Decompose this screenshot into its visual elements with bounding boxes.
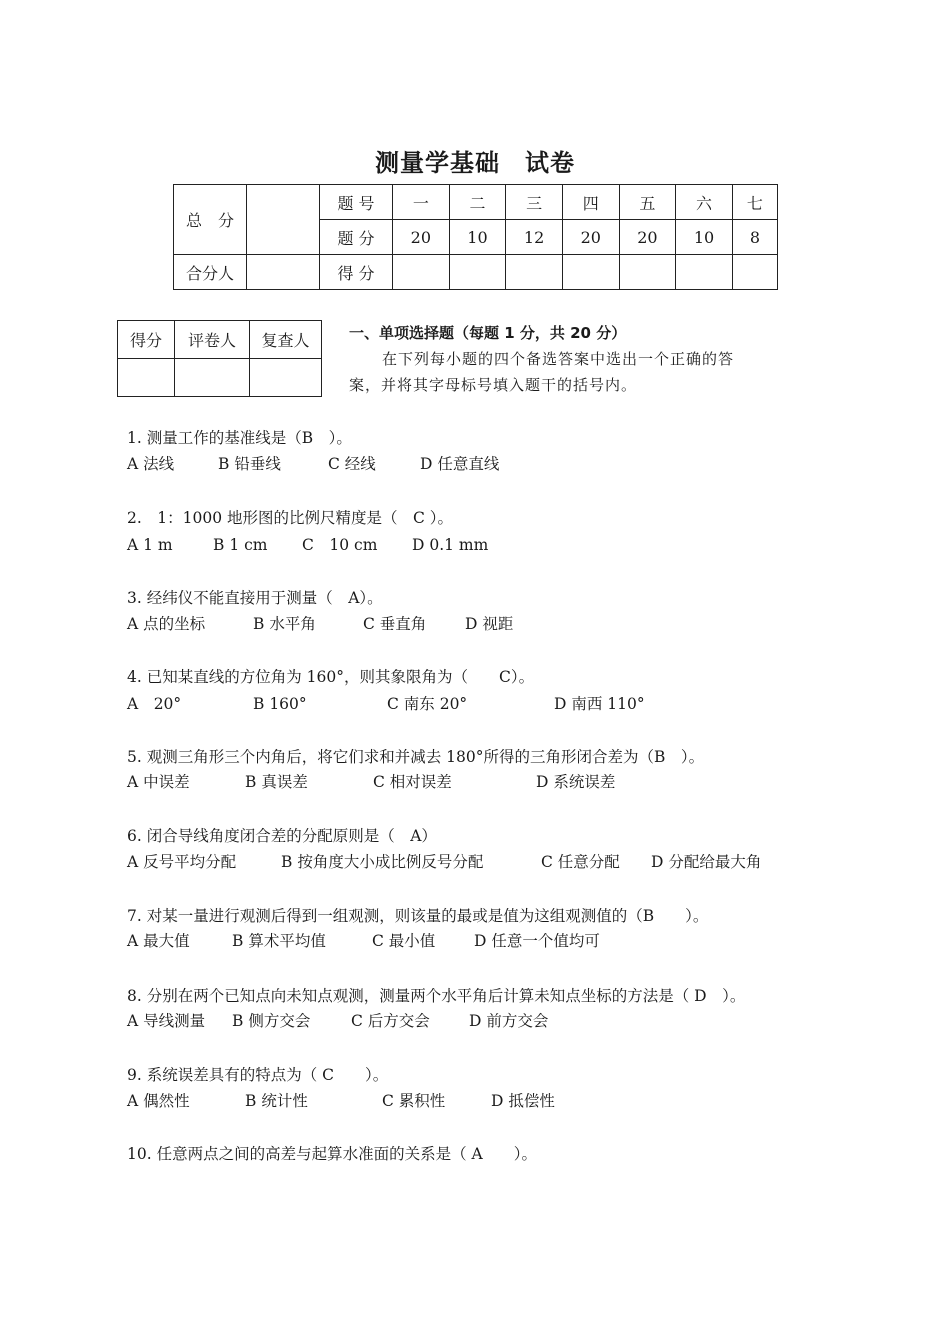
exam-title: 测量学基础 试卷 <box>375 149 575 177</box>
question-number: 七 <box>732 185 777 220</box>
obtained-score-cell[interactable] <box>619 255 676 290</box>
option-c[interactable]: C 相对误差 <box>373 773 452 791</box>
question-1-stem: 1. 测量工作的基准线是（B ）。 <box>127 429 352 447</box>
option-d[interactable]: D 0.1 mm <box>412 536 489 554</box>
question-points: 20 <box>619 220 676 255</box>
option-d[interactable]: D 任意直线 <box>420 455 500 473</box>
grader-header-score: 得分 <box>118 321 175 359</box>
question-7-stem: 7. 对某一量进行观测后得到一组观测，则该量的最或是值为这组观测值的（B ）。 <box>127 907 709 925</box>
option-d[interactable]: D 分配给最大角 <box>651 853 762 871</box>
question-number: 五 <box>619 185 676 220</box>
question-points: 10 <box>449 220 506 255</box>
option-a[interactable]: A 中误差 <box>127 773 190 791</box>
option-b[interactable]: B 侧方交会 <box>232 1012 311 1030</box>
obtained-score-cell[interactable] <box>506 255 563 290</box>
question-5-stem: 5. 观测三角形三个内角后，将它们求和并减去 180°所得的三角形闭合差为（B ）。 <box>127 748 705 766</box>
option-a[interactable]: A 法线 <box>127 455 175 473</box>
option-d[interactable]: D 前方交会 <box>469 1012 549 1030</box>
question-9-stem: 9. 系统误差具有的特点为（ C ）。 <box>127 1066 389 1084</box>
question-8-stem: 8. 分别在两个已知点向未知点观测，测量两个水平角后计算未知点坐标的方法是（ D ）。 <box>127 987 746 1005</box>
option-c[interactable]: C 最小值 <box>372 932 436 950</box>
obtained-score-label: 得 分 <box>320 255 393 290</box>
option-b[interactable]: B 统计性 <box>245 1092 308 1110</box>
question-points: 12 <box>506 220 563 255</box>
section-instruction-line-2: 案，并将其字母标号填入题干的括号内。 <box>349 376 638 394</box>
question-10-stem: 10. 任意两点之间的高差与起算水准面的关系是（ A ）。 <box>127 1145 537 1163</box>
option-c[interactable]: C 10 cm <box>302 536 378 554</box>
option-a[interactable]: A 点的坐标 <box>127 615 206 633</box>
option-d[interactable]: D 南西 110° <box>554 695 645 713</box>
section-heading: 一、单项选择题（每题 1 分，共 20 分） <box>349 324 627 342</box>
question-2-stem: 2. 1：1000 地形图的比例尺精度是（ C ）。 <box>127 509 454 527</box>
question-3-stem: 3. 经纬仪不能直接用于测量（ A）。 <box>127 589 383 607</box>
total-score-cell[interactable] <box>247 185 320 255</box>
obtained-score-cell[interactable] <box>449 255 506 290</box>
option-b[interactable]: B 水平角 <box>253 615 316 633</box>
obtained-score-cell[interactable] <box>393 255 450 290</box>
option-b[interactable]: B 真误差 <box>245 773 308 791</box>
question-number: 三 <box>506 185 563 220</box>
option-c[interactable]: C 垂直角 <box>363 615 427 633</box>
grader-header-grader: 评卷人 <box>175 321 250 359</box>
option-c[interactable]: C 南东 20° <box>387 695 468 713</box>
option-d[interactable]: D 抵偿性 <box>491 1092 555 1110</box>
question-number: 二 <box>449 185 506 220</box>
question-number: 六 <box>676 185 733 220</box>
option-d[interactable]: D 系统误差 <box>536 773 616 791</box>
grader-name-cell[interactable] <box>175 359 250 397</box>
question-points: 20 <box>393 220 450 255</box>
option-b[interactable]: B 算术平均值 <box>232 932 326 950</box>
total-score-label: 总 分 <box>174 185 247 255</box>
question-number: 四 <box>562 185 619 220</box>
option-b[interactable]: B 160° <box>253 695 307 713</box>
question-6-stem: 6. 闭合导线角度闭合差的分配原则是（ A） <box>127 827 437 845</box>
option-b[interactable]: B 按角度大小成比例反号分配 <box>281 853 484 871</box>
obtained-score-cell[interactable] <box>732 255 777 290</box>
option-b[interactable]: B 1 cm <box>213 536 268 554</box>
question-points: 10 <box>676 220 733 255</box>
score-summary-table <box>173 184 778 290</box>
option-a[interactable]: A 20° <box>127 695 182 713</box>
score-combiner-label: 合分人 <box>174 255 247 290</box>
option-c[interactable]: C 任意分配 <box>541 853 620 871</box>
option-d[interactable]: D 任意一个值均可 <box>474 932 600 950</box>
question-4-stem: 4. 已知某直线的方位角为 160°，则其象限角为（ C）。 <box>127 668 535 686</box>
grader-table <box>117 320 322 397</box>
option-a[interactable]: A 偶然性 <box>127 1092 190 1110</box>
score-combiner-cell[interactable] <box>247 255 320 290</box>
option-d[interactable]: D 视距 <box>465 615 514 633</box>
question-points: 20 <box>562 220 619 255</box>
option-c[interactable]: C 累积性 <box>382 1092 446 1110</box>
obtained-score-cell[interactable] <box>676 255 733 290</box>
grader-score-cell[interactable] <box>118 359 175 397</box>
section-instruction-line-1: 在下列每小题的四个备选答案中选出一个正确的答 <box>382 350 735 368</box>
question-number: 一 <box>393 185 450 220</box>
question-number-label: 题 号 <box>320 185 393 220</box>
option-a[interactable]: A 1 m <box>127 536 173 554</box>
question-points-label: 题 分 <box>320 220 393 255</box>
question-points: 8 <box>732 220 777 255</box>
grader-header-reviewer: 复查人 <box>250 321 322 359</box>
option-a[interactable]: A 最大值 <box>127 932 190 950</box>
option-c[interactable]: C 经线 <box>328 455 376 473</box>
option-b[interactable]: B 铅垂线 <box>218 455 281 473</box>
option-a[interactable]: A 导线测量 <box>127 1012 206 1030</box>
reviewer-name-cell[interactable] <box>250 359 322 397</box>
option-c[interactable]: C 后方交会 <box>351 1012 430 1030</box>
obtained-score-cell[interactable] <box>562 255 619 290</box>
option-a[interactable]: A 反号平均分配 <box>127 853 237 871</box>
section-header <box>349 320 809 398</box>
